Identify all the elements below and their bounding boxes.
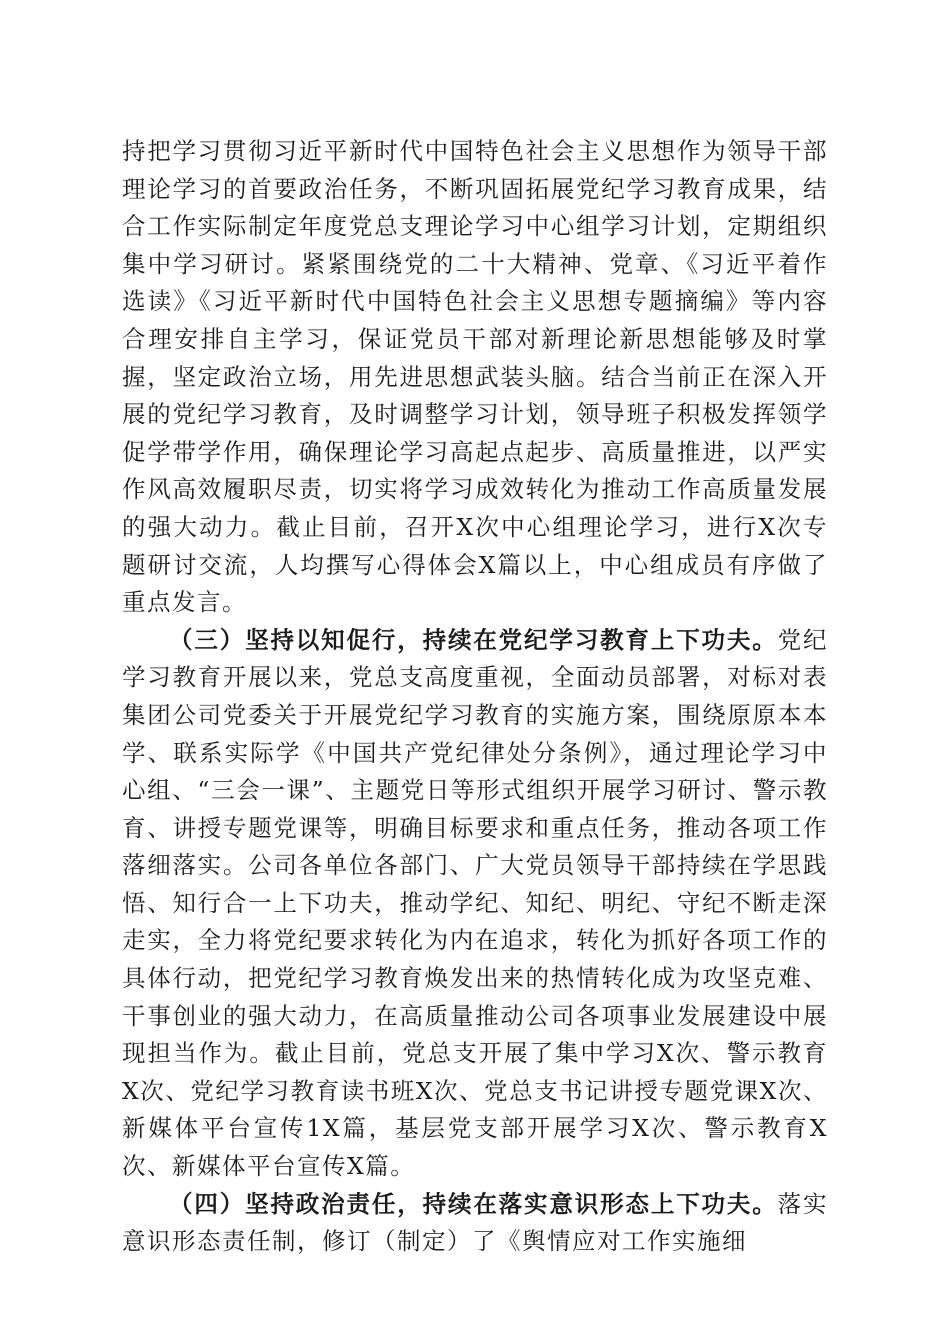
section-heading-3: （三）坚持以知促行，持续在党纪学习教育上下功夫。 [169,625,778,654]
paragraph-3-body: 落实意识形态责任制，修订（制定）了《舆情应对工作实施细 [122,1189,829,1256]
paragraph-1-body: 持把学习贯彻习近平新时代中国特色社会主义思想作为领导干部理论学习的首要政治任务，不断巩固拓展党纪学习教育成果，结合工作实际制定年度党总支理论学习中心组学习计划，定期组织集中学习研讨。紧紧围绕党的二十大精神、党章、《习近平着作选读》《习近平新时代中国特色社会主义思想专题摘编》等内容合理安排自主学习，保证党员干部对新理论新思想能够及时掌握，坚定政治立场，用先进思想武装头脑。结合当前正在深入开展的党纪学习教育，及时调整学习计划，领导班子积极发挥领学促学带学作用，确保理论学习高起点起步、高质量推进，以严实作风高效履职尽责，切实将学习成效转化为推动工作高质量发展的强大动力。截止目前，召开X次中心组理论学习，进行X次专题研讨交流，人均撰写心得体会X篇以上，中心组成员有序做了重点发言。 [122,137,828,617]
paragraph-2 [122,622,828,1186]
paragraph-3 [122,1186,828,1261]
document-body [122,133,828,1261]
section-heading-4: （四）坚持政治责任，持续在落实意识形态上下功夫。 [169,1189,778,1218]
paragraph-1 [122,133,828,622]
paragraph-2-body: 党纪学习教育开展以来，党总支高度重视，全面动员部署，对标对表集团公司党委关于开展党纪学习教育的实施方案，围绕原原本本学、联系实际学《中国共产党纪律处分条例》，通过理论学习中心组、“三会一课”、主题党日等形式组织开展学习研讨、警示教育、讲授专题党课等，明确目标要求和重点任务，推动各项工作落细落实。公司各单位各部门、广大党员领导干部持续在学思践悟、知行合一上下功夫，推动学纪、知纪、明纪、守纪不断走深走实，全力将党纪要求转化为内在追求，转化为抓好各项工作的具体行动，把党纪学习教育焕发出来的热情转化成为攻坚克难、干事创业的强大动力，在高质量推动公司各项事业发展建设中展现担当作为。截止目前，党总支开展了集中学习X次、警示教育X次、党纪学习教育读书班X次、党总支书记讲授专题党课X次、新媒体平台宣传1X篇，基层党支部开展学习X次、警示教育X次、新媒体平台宣传X篇。 [122,625,829,1181]
